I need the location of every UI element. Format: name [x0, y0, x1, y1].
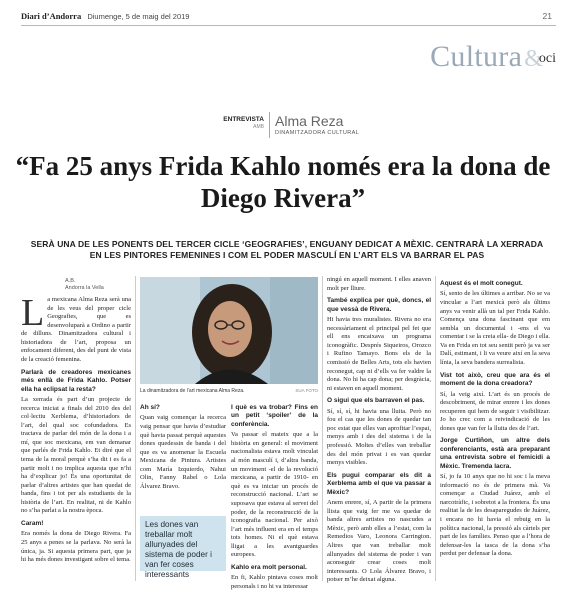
question: Els pugui comparar els dit a Xerblema amb el que va passar a Mèxic?: [327, 471, 431, 496]
column-divider: [135, 276, 136, 581]
paragraph: ningú en aquell moment. I elles anaven molt per lliure.: [327, 276, 431, 292]
answer: Era només la dona de Diego Rivera. Fa 25 anys a penes se la parlava. No serà la única, ja. Si aquesta primera part, que ja hi ha més dones investigant sobre el tema.: [21, 530, 131, 564]
article-column-3: [231, 400, 318, 592]
section-title: [430, 40, 556, 74]
answer: Sí, sento de les últimes a arribar. No se va vincular a l’art mexicà però als últims anys va venir allà un tal per Frida Kahlo. Comença una dona fascinant que em sembla un documental i -ens el va comentar i se la creia ella- de Diego i ella. Va en Frida en tot seu sentit però ja va ser Dalí, estimant, i li va veure així en la seva línia, la seva bandera surrealista.: [440, 290, 550, 367]
interviewee-role: DINAMITZADORA CULTURAL: [275, 130, 360, 136]
portrait-image: [140, 277, 318, 384]
question: Caram!: [21, 520, 44, 528]
pull-quote: Les dones van treballar molt allunyades del sistema de poder i van fer coses interessants: [140, 516, 226, 571]
kicker-label: ENTREVISTA: [223, 116, 264, 123]
interview-kicker: [216, 116, 264, 131]
question: O sigui que els barraven el pas.: [327, 397, 425, 405]
article-column-4: [327, 276, 431, 587]
answer: En fi, Kahlo pintava coses molt personals i no hi va interessar: [231, 574, 318, 590]
question: Parlarà de creadores mexicanes més enllà de Frida Kahlo. Potser ella ha eclipsat la resta?: [21, 368, 131, 393]
answer: Sí, la veig així. L’art és un procés de descobriment, de mirar enrere i les dones recuperen qui hem de seguir i visibilitzar. Jo ho crec com a reivindicació de les dones que van fer la lluita des de l’art.: [440, 390, 550, 432]
answer: Va passar el mateix que a la història en general: el moviment nacionalista estava molt vinculat al món masculí i, d’altra banda, un moviment -el de la revolució mexicana, a partir de 1910- en què es va iniciar un procés de reconstrucció nacional. L’art se suposava que estava al servei del poder, de la reconstrucció de la iconografia nacional. Per això l’art més influent era en el temps tots homes. Ni el què estava lligat a les avantguardes europees.: [231, 431, 318, 559]
page-header: [21, 11, 189, 21]
answer: Anem enrere, sí, A partir de la primera llista que vaig fer me va quedar de banda altres artistes no nascudes a Mèxic, però amb elles a l’estat, com la Remedios Varo, Leonora Carrington. Altres que van treballar molt allunyades del sistema de poder i van aconseguir crear coses molt interessants. O Lola Álvarez Bravo, i potser m’he deixat alguna.: [327, 499, 431, 584]
byline-initials: A.B.: [65, 278, 76, 284]
photo-credit: SUA FOTO: [295, 388, 318, 393]
article-column-2: [140, 400, 226, 494]
drop-cap: L: [21, 292, 45, 334]
section-word-oci: oci: [538, 51, 556, 66]
question: Aquest és el molt conegut.: [440, 280, 523, 287]
interviewee-photo: [140, 277, 318, 384]
question: I què es va trobar? Fins en un petit ‘spoiler’ de la conferència.: [231, 404, 318, 428]
page-number: 21: [542, 11, 552, 21]
question: Vist tot això, creu que ara és el moment de la dona creadora?: [440, 371, 550, 388]
question: També explica per què, doncs, el que vessà de Rivera.: [327, 297, 431, 313]
caption-text: La dinamitzadora de l’art mexicana Alma Reza.: [140, 388, 245, 394]
deck: SERÀ UNA DE LES PONENTS DEL TERCER CICLE ‘GEOGRAFIES’, ENGUANY DEDICAT A MÈXIC. CENTRARÀ LA XERRADA EN LES PINTORES FEMENINES I COM EL PODER MASCULÍ EN L’ART ELS VA BARRAR EL PAS: [30, 239, 544, 261]
kicker-divider: [269, 112, 270, 138]
column-divider: [322, 276, 323, 581]
kicker-sub: AMB: [253, 124, 264, 131]
article-column-1: [21, 292, 131, 567]
publication-name: Diari d’Andorra: [21, 11, 82, 21]
article-column-5: [440, 276, 550, 561]
section-ampersand: &: [524, 46, 543, 72]
question: Ah sí?: [140, 404, 160, 411]
byline: [65, 278, 104, 292]
interviewee-name: Alma Reza: [275, 113, 344, 129]
answer: Quan vaig començar la recerca vaig pensar que havia d’estudiar què havia passat perquè aquestes dones quedessin de banda i del que es va anomenar la Escuela Mexicana de Pintura. Artistes com María Izquierdo, Nahui Olin, Fanny Rabel o Lola Álvarez Bravo.: [140, 414, 226, 491]
issue-date: Diumenge, 5 de maig del 2019: [87, 12, 190, 21]
question: Jorge Curtiñon, un altre dels conferenciants, està ara preparant una entrevista sobre el femicidi a Mèxic. Tremenda lacra.: [440, 437, 550, 470]
answer: Sí, sí, sí, hi havia una lluita. Però no fou el cas que les dones de quedar tan poc estat que elles van aprofitar l’espai, menys amb i des del sistema i de la professió. Moltes d’elles van treballar des del món privat i es van quedar menys visibles.: [327, 407, 431, 467]
header-rule: [21, 25, 556, 26]
column-divider: [435, 276, 436, 581]
answer: La xerrada és part d’un projecte de recerca iniciat a finals del 2010 des del col·lectiu Xerblema, d’historiadors de l’art, del qual soc cofundadora. Es tractava de parlar del món de la dona i a mí, que soc mexicana, em van demanar que parlés de Frida Kahlo. Et diré que el tema de la moral perquè s’ha dit i es fa a partir molt i no implica aquesta que n’hi ha d’explicar jo! És una oportunitat de parlar d’altres artistes que han quedat de banda, fins i tot per als estudiants de la història de l’art. En realitat, ni de Kahlo no s’ha parlat a la nostra època.: [21, 395, 131, 515]
headline: “Fa 25 anys Frida Kahlo només era la dona de Diego Rivera”: [15, 151, 551, 214]
lead-paragraph: a mexicana Alma Reza serà una de les veus del proper cicle Geografies, que es desenvoluparà a Ordino a partir de dilluns. Dinamitzadora cultural i historiadora de l’art, proposa un enfocament diferent, des del punt de vista de la creació femenina.: [21, 296, 131, 364]
interviewee: [275, 113, 359, 136]
photo-caption: [140, 388, 318, 394]
byline-place: Andorra la Vella: [65, 285, 104, 292]
question: Kahlo era molt personal.: [231, 563, 307, 571]
answer: Sí, jo fa 10 anys que no hi soc i la meva informació no és de primera mà. Va començar a Ciudad Juárez, amb el narcotràfic, i sobretot a la frontera. És una realitat la de les desaparegudes de Juárez, i encara no hi havia el rebuig en la política nacional, la pressió als càrtels per part de les famílies. Penso que a l’hora de defensar-les la tasca de la dona s’ha perdut per defensar la dona.: [440, 473, 550, 558]
section-word-cultura: Cultura: [430, 40, 523, 73]
answer: Hi havia tres muralistes. Rivera no era necessàriament el principal pel fet que ell ens encaixava un programa iconogràfic. Després Siqueiros, Orozco i Rufino Tamayo. Bons els de la comissió de Belles Arts, tots els havien reconegut, cap ni d’ells va fer valdre la dona. No hi ha cap dona; per desgràcia, ni estaven en aquell moment.: [327, 316, 431, 392]
